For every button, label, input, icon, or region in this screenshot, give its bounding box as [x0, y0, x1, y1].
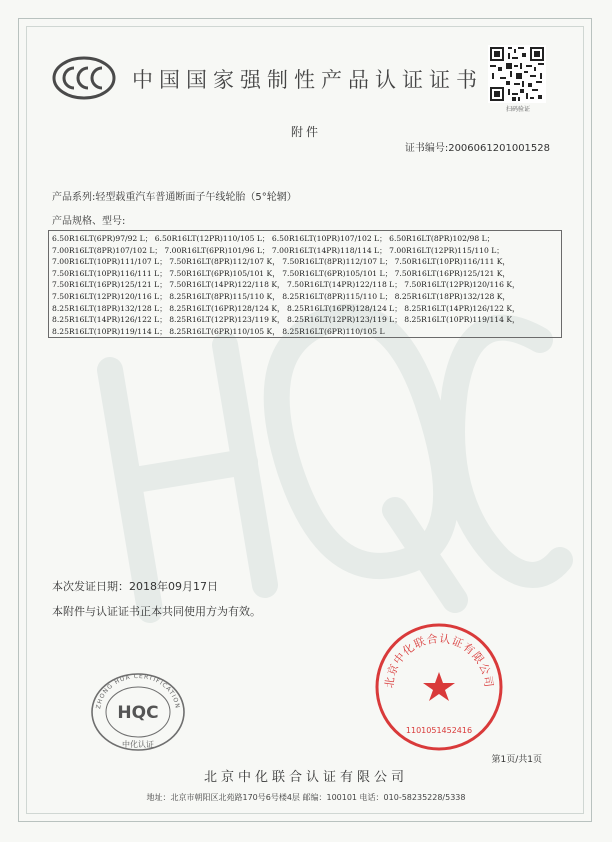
hqc-letters: HQC	[117, 703, 159, 723]
page-indicator: 第1页/共1页	[491, 755, 542, 765]
hqc-cn-text: 中化认证	[122, 740, 154, 749]
footer-organization: 北京中化联合认证有限公司	[203, 770, 408, 785]
attachment-subtitle: 附件	[290, 125, 321, 139]
spec-line: 8.25R16LT(14PR)126/122 L； 8.25R16LT(12PR)123/119 K， 8.25R16LT(12PR)123/119 L； 8.25R16LT(10PR)119/114 K，	[52, 315, 520, 325]
spec-line: 7.00R16LT(8PR)107/102 L； 7.00R16LT(6PR)101/96 L； 7.00R16LT(14PR)118/114 L； 7.00R16LT(12PR)115/110 L；	[52, 245, 504, 255]
certificate-number	[405, 139, 550, 154]
cert-no-label: 证书编号:	[404, 143, 449, 154]
hqc-ring-text: ZHONG HUA CERTIFICATION	[95, 672, 181, 710]
spec-line: 8.25R16LT(18PR)132/128 L； 8.25R16LT(16PR)128/124 K， 8.25R16LT(16PR)128/124 L； 8.25R16LT(14PR)126/122 K，	[52, 303, 520, 313]
issue-date	[52, 578, 218, 594]
footer-address: 地址：北京市朝阳区北苑路170号6号楼4层 邮编：100101 电话：010-58235228/5338	[146, 793, 466, 802]
spec-line: 7.00R16LT(10PR)111/107 L； 7.50R16LT(8PR)112/107 K， 7.50R16LT(8PR)112/107 L； 7.50R16LT(10PR)116/111 K，	[52, 257, 510, 267]
issue-date-label: 本次发证日期：	[52, 580, 129, 593]
series-label: 产品系列:	[52, 192, 96, 203]
spec-line: 7.50R16LT(16PR)125/121 L； 7.50R16LT(14PR)122/118 K， 7.50R16LT(14PR)122/118 L； 7.50R16LT(12PR)120/116 K，	[52, 280, 520, 290]
spec-line: 8.25R16LT(10PR)119/114 L； 8.25R16LT(6PR)110/105 K， 8.25R16LT(6PR)110/105 L	[52, 326, 385, 336]
spec-line: 7.50R16LT(10PR)116/111 L； 7.50R16LT(6PR)105/101 K， 7.50R16LT(6PR)105/101 L； 7.50R16LT(16PR)125/121 K，	[52, 268, 510, 278]
qr-code[interactable]	[488, 45, 546, 103]
product-series	[52, 188, 297, 203]
spec-line: 6.50R16LT(6PR)97/92 L； 6.50R16LT(12PR)110/105 L； 6.50R16LT(10PR)107/102 L； 6.50R16LT(8PR)102/98 L；	[52, 234, 495, 243]
seal-number: 1101051452416	[405, 726, 473, 735]
certificate-title: 中国国家强制性产品认证证书	[132, 68, 483, 92]
spec-line: 7.50R16LT(12PR)120/116 L； 8.25R16LT(8PR)115/110 K， 8.25R16LT(8PR)115/110 L； 8.25R16LT(18PR)132/128 K，	[52, 291, 510, 301]
company-red-seal	[372, 620, 506, 754]
cert-no-value: 2006061201001528	[448, 143, 550, 154]
validity-note: 本附件与认证证书正本共同使用方为有效。	[52, 605, 261, 618]
spec-label: 产品规格、型号:	[52, 216, 126, 227]
ccc-logo	[52, 56, 116, 100]
series-value: 轻型载重汽车普通断面子午线轮胎（5°轮辋）	[95, 192, 297, 203]
star-icon	[423, 672, 455, 701]
seal-ring-text: 北京中化联合认证有限公司	[382, 632, 496, 689]
issue-date-value: 2018年09月17日	[129, 580, 218, 593]
qr-caption: 扫码验证	[505, 106, 530, 113]
hqc-seal	[86, 668, 190, 752]
spec-list-box	[48, 230, 562, 338]
